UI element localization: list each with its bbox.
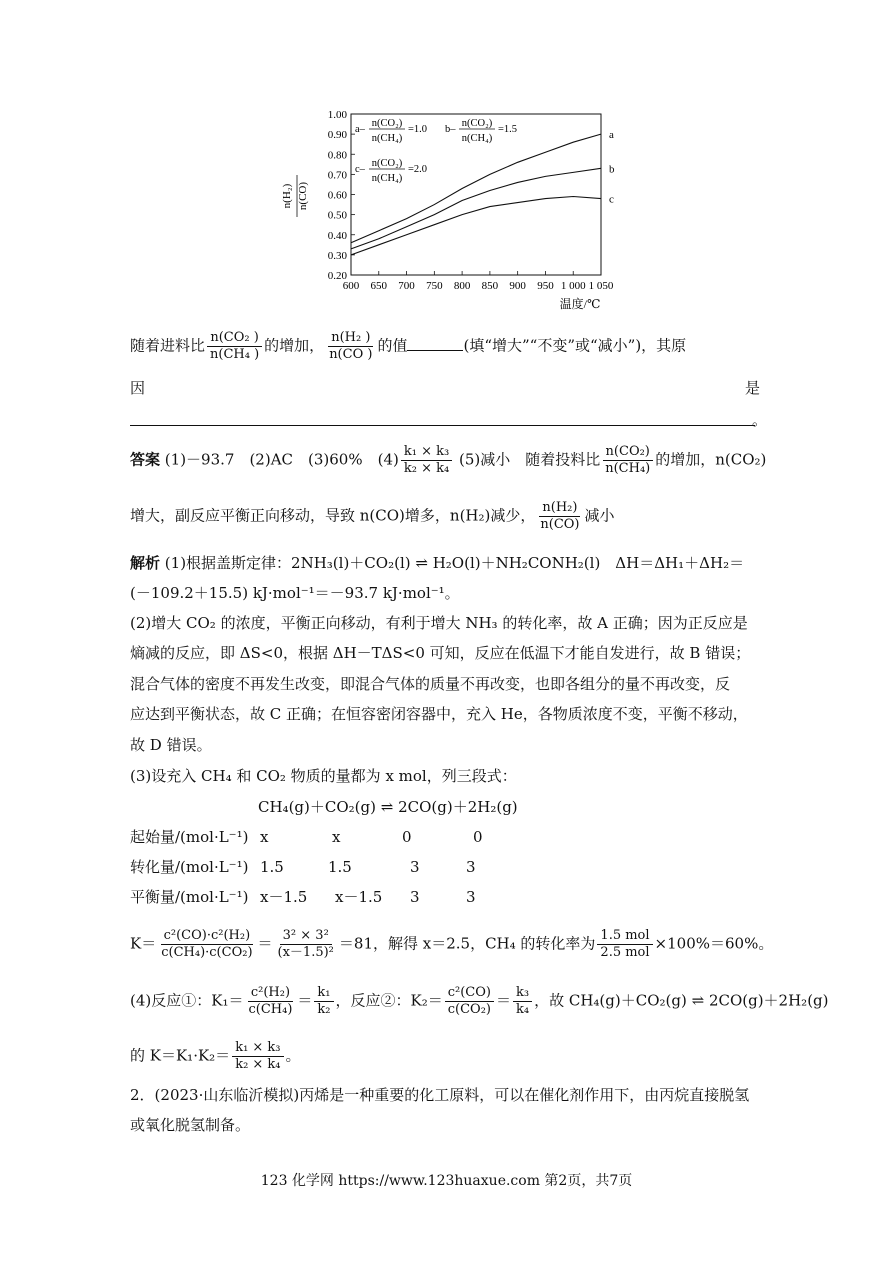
x-tick-label: 900 — [509, 280, 526, 292]
x-tick-label: 750 — [426, 280, 443, 292]
series-lines — [351, 129, 615, 255]
answer-line[interactable] — [130, 425, 755, 426]
line-chart — [275, 100, 625, 315]
x-tick-label: 1 050 — [588, 280, 614, 292]
legend-value: =2.0 — [408, 164, 428, 175]
analysis-line-1: 解析 (1)根据盖斯定律：2NH₃(l)＋CO₂(l) ⇌ H₂O(l)＋NH₂CONH₂(l) ΔH＝ΔH₁＋ΔH₂＝ — [130, 554, 745, 572]
table-row: 起始量/(mol·L⁻¹) x x 0 0 — [130, 828, 483, 846]
reaction-constants-line: (4)反应①：K₁＝ $\frac{\text{c²(H₂)}}{\text{c(CH₄)}}$ ＝ $\frac{\text{k₁}}{\text{k₂}}$ ，反应②：K₂＝ $\frac{\text{c²(CO)}}{\text{c(CO₂)}}$ ＝ $\frac{\text{k₃}}{\text{k₄}}$ ，故 CH₄(g)＋CO₂(g) ⇌ 2CO(g)＋2H₂(g) — [130, 985, 829, 1017]
legend-prefix: c– — [355, 164, 365, 175]
legend-entry — [355, 158, 427, 184]
analysis-line-5: 混合气体的密度不再发生改变，即混合气体的质量不再改变，也即各组分的量不再改变，反 — [130, 675, 731, 693]
x-tick-label: 700 — [398, 280, 415, 292]
answer-line-2: 增大，副反应平衡正向移动，导致 n(CO)增多，n(H₂)减少， $\frac{\text{n(H₂)}}{n(CO)}$ 减小 — [130, 500, 615, 532]
x-axis-label: 温度/℃ — [559, 297, 601, 311]
equilibrium-constant-line: K＝ $\frac{\text{c²(CO)·c²(H₂)}}{\text{c(CH₄)·c(CO₂)}}$ ＝ $\frac{\text{3² × 3²}}{\text{(x－1.5)²}}$ ＝81，解得 x＝2.5，CH₄ 的转化率为 $\frac{\text{1.5 mol}}{\text{2.5 mol}}$ ×100%＝60%。 — [130, 928, 774, 960]
legend-entry — [355, 118, 427, 144]
analysis-line-4: 熵减的反应，即 ΔS<0，根据 ΔH－TΔS<0 可知，反应在低温下才能自发进行，故 B 错误； — [130, 644, 751, 662]
x-tick-label: 800 — [453, 280, 471, 292]
question-cause: 因 — [130, 379, 146, 397]
x-tick-label: 650 — [370, 280, 388, 292]
y-tick-label: 0.40 — [327, 229, 347, 242]
analysis-line-7: 故 D 错误。 — [130, 736, 212, 754]
legend-entry — [445, 118, 517, 144]
legend-denominator: n(CH₄) — [371, 133, 403, 144]
legend-numerator: n(CO₂) — [461, 118, 493, 129]
x-tick-label: 600 — [342, 280, 360, 292]
legend-value: =1.5 — [498, 124, 518, 135]
y-tick-label: 0.60 — [327, 189, 347, 202]
y-tick-label: 0.90 — [327, 129, 347, 142]
y-label-denominator: n(CO) — [297, 181, 309, 211]
legend-numerator: n(CO₂) — [371, 158, 403, 169]
x-tick-label: 850 — [481, 280, 499, 292]
y-label-numerator: n(H₂) — [281, 183, 293, 209]
legend-value: =1.0 — [408, 124, 428, 135]
legend-prefix: b– — [445, 124, 456, 135]
y-tick-label: 0.80 — [327, 149, 347, 162]
series-line-c — [351, 197, 601, 255]
next-question-line-2: 或氧化脱氢制备。 — [130, 1116, 251, 1134]
h2-co-fraction: $\frac{\text{n(H₂ )}}{n(CO )}$ — [329, 330, 373, 362]
table-row: 转化量/(mol·L⁻¹) 1.5 1.5 3 3 — [130, 858, 476, 876]
chart-legend — [355, 118, 517, 184]
k-product-line: 的 K＝K₁·K₂＝ $\frac{\text{k₁ × k₃}}{\text{k₂ × k₄}}$ 。 — [130, 1040, 301, 1072]
question-text: 随着进料比 — [130, 336, 206, 355]
table-row: 平衡量/(mol·L⁻¹) x－1.5 x－1.5 3 3 — [130, 888, 476, 906]
analysis-line-3: (2)增大 CO₂ 的浓度，平衡正向移动，有利于增大 NH₃ 的转化率，故 A 正确；因为正反应是 — [130, 614, 748, 632]
y-tick-label: 0.30 — [327, 249, 347, 262]
legend-numerator: n(CO₂) — [371, 118, 403, 129]
x-tick-labels — [343, 271, 614, 292]
x-tick-label: 950 — [537, 280, 554, 292]
series-line-a — [351, 134, 601, 243]
legend-prefix: a– — [355, 124, 365, 135]
series-label-a: a — [609, 129, 614, 142]
y-tick-label: 1.00 — [327, 109, 347, 121]
analysis-label: 解析 — [130, 554, 161, 572]
series-label-b: b — [609, 163, 615, 176]
y-tick-label: 0.50 — [327, 209, 347, 222]
legend-denominator: n(CH₄) — [371, 173, 403, 184]
analysis-line-6: 应达到平衡状态，故 C 正确；在恒容密闭容器中，充入 He，各物质浓度不变，平衡不移动， — [130, 705, 748, 723]
answer-line-1: 答案 (1)－93.7 (2)AC (3)60% (4) $\frac{\text{k₁ × k₃}}{\text{k₂ × k₄}}$ (5)减小 随着投料比 $\frac{\text{n(CO₂)}}{\text{n(CH₄)}}$ 的增加，n(CO₂) — [130, 444, 767, 476]
analysis-line-2: (－109.2＋15.5) kJ·mol⁻¹＝－93.7 kJ·mol⁻¹。 — [130, 584, 460, 602]
feed-ratio-fraction: $\frac{\text{n(CO₂ )}}{\text{n(CH₄ )}}$ — [207, 330, 262, 363]
legend-denominator: n(CH₄) — [461, 133, 493, 144]
question-is: 是 — [745, 379, 761, 397]
question-line-1: 随着进料比 $\frac{\text{n(CO₂ )}}{\text{n(CH₄ )}}$ 的增加， $\frac{\text{n(H₂ )}}{n(CO )}$ 的值 (填“增大”“不变”或“减小”)，其原 — [130, 330, 687, 362]
reaction-equation: CH₄(g)＋CO₂(g) ⇌ 2CO(g)＋2H₂(g) — [258, 798, 518, 816]
analysis-line-8: (3)设充入 CH₄ 和 CO₂ 物质的量都为 x mol，列三段式： — [130, 767, 517, 785]
next-question-line-1: 2．(2023·山东临沂模拟)丙烯是一种重要的化工原料，可以在催化剂作用下，由丙烷直接脱氢 — [130, 1086, 750, 1104]
x-tick-label: 1 000 — [560, 280, 586, 292]
y-tick-label: 0.70 — [327, 169, 347, 182]
page-footer: 123 化学网 https://www.123huaxue.com 第2页，共7页 — [260, 1173, 633, 1189]
answer-blank[interactable] — [407, 336, 463, 351]
question-end: 。 — [752, 411, 768, 429]
y-tick-label: 0.20 — [327, 270, 347, 282]
y-axis-label — [281, 175, 309, 217]
answer-label: 答案 — [130, 450, 161, 469]
series-label-c: c — [609, 193, 614, 206]
